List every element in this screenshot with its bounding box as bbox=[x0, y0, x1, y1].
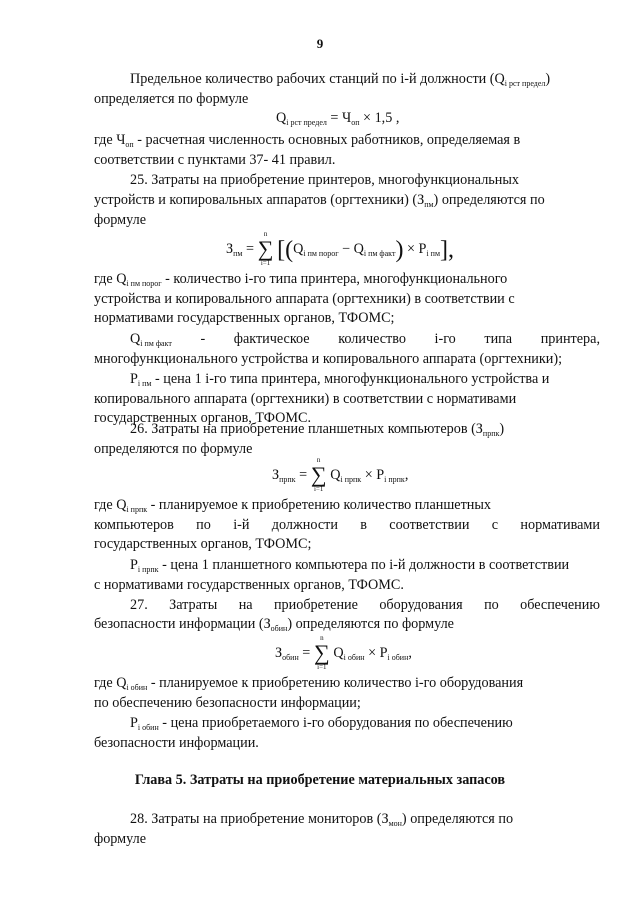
para-28-line-2: формуле bbox=[94, 831, 146, 847]
where-25-item-1-line-1: где $Q_{i пм порог}$ - количество i-го типа принтера, многофункционального bbox=[94, 271, 508, 288]
where-25-item-2-line-2: многофункционального устройства и копировального аппарата (оргтехники); bbox=[94, 351, 563, 367]
where-25-item-2-line-1: $Q_{i пм факт}$ - фактическое количество i-го типа принтера, bbox=[130, 331, 600, 348]
sum-sign: n ∑ i=1 bbox=[310, 456, 327, 493]
sum-sign: n ∑ i=1 bbox=[257, 230, 274, 267]
para-workstations-line-2: определяется по формуле bbox=[94, 91, 249, 107]
where-workstations-line-1: где $Ч_{оп}$ - расчетная численность основных работников, определяемая в bbox=[94, 132, 521, 149]
formula-26: $З_{прпк}$ = n ∑ i=1 $Q_{i прпк} \times P_{i прпк}$, bbox=[272, 456, 409, 493]
where-25-item-3-line-1: $P_{i пм}$ - цена 1 i-го типа принтера, многофункционального устройства и bbox=[130, 371, 550, 388]
formula-25: $З_{пм}$ = n ∑ i=1 $[(Q_{i пм порог} - Q_{i пм факт}) \times P_{i пм}]$, bbox=[226, 230, 455, 267]
para-25-line-1: 25. Затраты на приобретение принтеров, многофункциональных bbox=[130, 172, 519, 188]
para-26-line-2: определяются по формуле bbox=[94, 441, 253, 457]
para-25-line-3: формуле bbox=[94, 212, 146, 228]
where-27-item-1-line-1: где $Q_{i обин}$ - планируемое к приобретению количество i-го оборудования bbox=[94, 675, 524, 692]
where-26-item-2-line-1: $P_{i прпк}$ - цена 1 планшетного компьютера по i-й должности в соответствии bbox=[130, 557, 570, 574]
where-27-item-2-line-1: $P_{i обин}$ - цена приобретаемого i-го оборудования по обеспечению bbox=[130, 715, 513, 732]
formula-workstations: $Q_{i рст предел} = Ч_{оп} \times 1,5$ , bbox=[276, 110, 400, 127]
where-27-item-2-line-2: безопасности информации. bbox=[94, 735, 259, 751]
where-workstations-line-2: соответствии с пунктами 37- 41 правил. bbox=[94, 152, 336, 168]
formula-27: $З_{обин}$ = n ∑ i=1 $Q_{i обин} \times P_{i обин}$, bbox=[275, 634, 412, 671]
para-27-line-2: безопасности информации $(З_{обин})$ определяются по формуле bbox=[94, 616, 454, 633]
chapter-heading: Глава 5. Затраты на приобретение материальных запасов bbox=[134, 772, 506, 788]
para-28-line-1: 28. Затраты на приобретение мониторов $(З_{мон})$ определяются по bbox=[130, 811, 514, 828]
where-25-item-3-line-2: копировального аппарата (оргтехники) в соответствии с нормативами bbox=[94, 391, 517, 407]
page-number: 9 bbox=[316, 36, 324, 51]
para-27-line-1: 27. Затраты на приобретение оборудования по обеспечению bbox=[130, 597, 600, 613]
para-workstations-line-1: Предельное количество рабочих станций по i-й должности $(Q_{i рст предел})$ bbox=[130, 71, 551, 88]
where-26-item-1-line-1: где $Q_{i прпк}$ - планируемое к приобретению количество планшетных bbox=[94, 497, 492, 514]
where-26-item-1-line-3: государственных органов, ТФОМС; bbox=[94, 536, 312, 552]
sum-sign: n ∑ i=1 bbox=[314, 634, 330, 671]
para-26-line-1: 26. Затраты на приобретение планшетных компьютеров $(З_{прпк})$ bbox=[130, 421, 505, 438]
where-27-item-1-line-2: по обеспечению безопасности информации; bbox=[94, 695, 361, 711]
para-25-line-2: устройств и копировальных аппаратов (оргтехники) $(З_{пм})$ определяются по bbox=[94, 192, 545, 209]
where-26-item-2-line-2: с нормативами государственных органов, ТФОМС. bbox=[94, 577, 404, 593]
where-25-item-1-line-2: устройства и копировального аппарата (оргтехники) в соответствии с bbox=[94, 291, 515, 307]
where-25-item-3-line-3: государственных органов, ТФОМС. bbox=[94, 410, 311, 426]
where-25-item-1-line-3: нормативами государственных органов, ТФОМС; bbox=[94, 310, 395, 326]
where-26-item-1-line-2: компьютеров по i-й должности в соответствии с нормативами bbox=[94, 517, 600, 533]
